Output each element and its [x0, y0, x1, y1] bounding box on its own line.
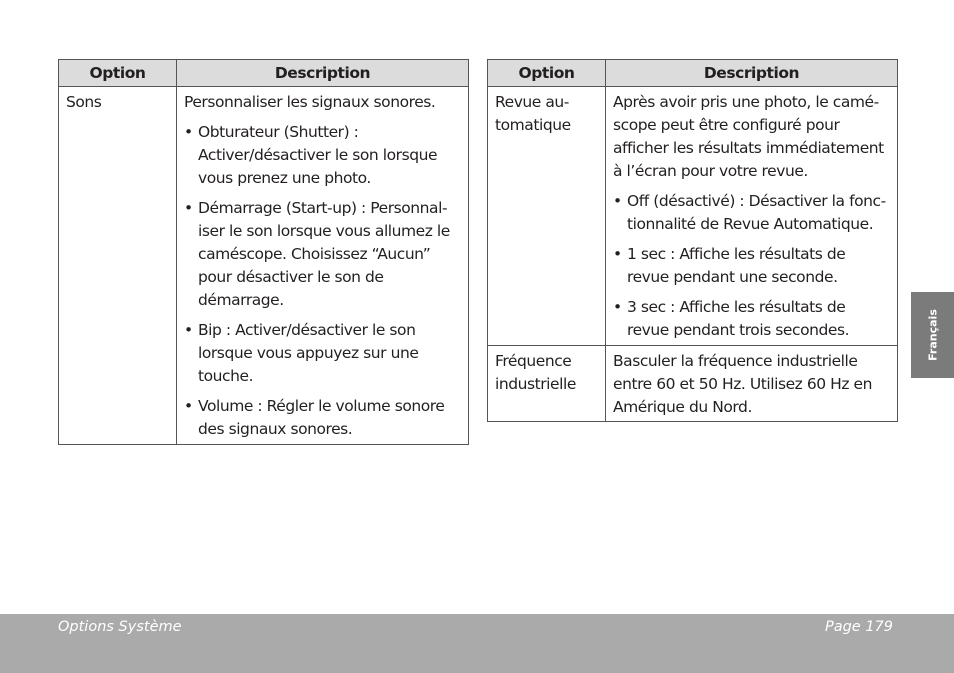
list-item: • Volume : Régler le volume sonore des signaux sonores. [184, 395, 461, 441]
option-description [177, 87, 469, 445]
footer-section-title: Options Système [58, 619, 182, 635]
column-header-option: Option [59, 60, 177, 87]
option-name: Revue automatique [488, 87, 606, 346]
table-header-row [488, 60, 898, 87]
description-intro: Basculer la fréquence industrielle entre 60 et 50 Hz. Utilisez 60 Hz en Amérique du Nord. [613, 352, 872, 416]
column-header-option: Option [488, 60, 606, 87]
bullet-list [613, 190, 890, 342]
table-header-row [59, 60, 469, 87]
list-item: • Bip : Activer/désactiver le son lorsque vous appuyez sur une touche. [184, 319, 461, 388]
list-item: • Démarrage (Start-up) : Personnaliser le son lorsque vous allumez le caméscope. Choisissez “Aucun” pour désactiver le son de démarrage. [184, 197, 461, 312]
language-side-tab [911, 292, 954, 378]
bullet-list [184, 121, 461, 441]
list-item: • Off (désactivé) : Désactiver la fonctionnalité de Revue Automatique. [613, 190, 890, 236]
option-description [606, 87, 898, 346]
table-row [59, 87, 469, 445]
description-intro: Après avoir pris une photo, le caméscope peut être configuré pour afficher les résultats immédiatement à l’écran pour votre revue. [613, 93, 884, 180]
table-row [488, 346, 898, 422]
options-table-review [487, 59, 898, 422]
list-item: • Obturateur (Shutter) : Activer/désactiver le son lorsque vous prenez une photo. [184, 121, 461, 190]
page-footer [0, 614, 954, 673]
list-item: • 3 sec : Affiche les résultats de revue pendant trois secondes. [613, 296, 890, 342]
list-item: • 1 sec : Affiche les résultats de revue pendant une seconde. [613, 243, 890, 289]
option-name: Fréquence industrielle [488, 346, 606, 422]
language-label: Français [926, 309, 939, 361]
table-row [488, 87, 898, 346]
option-name: Sons [59, 87, 177, 445]
description-intro: Personnaliser les signaux sonores. [184, 93, 436, 111]
option-description [606, 346, 898, 422]
column-header-description: Description [606, 60, 898, 87]
options-table-sound [58, 59, 469, 445]
column-header-description: Description [177, 60, 469, 87]
footer-page-number: Page 179 [824, 619, 893, 635]
